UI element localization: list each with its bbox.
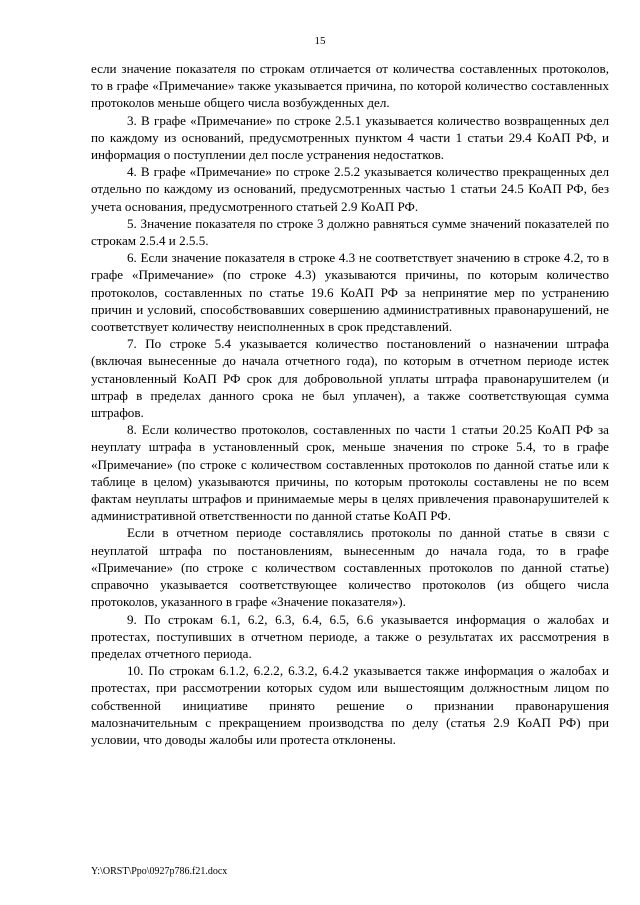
paragraph: 10. По строкам 6.1.2, 6.2.2, 6.3.2, 6.4.2 указывается также информация о жалобах и протестах, при рассмотрении которых судом или вышестоящим должностным лицом по собственной инициативе принято решение о признании правонарушения малозначительным с прекращением производства по делу (статья 2.9 КоАП РФ) при условии, что доводы жалобы или протеста отклонены. bbox=[91, 663, 609, 747]
paragraph: 4. В графе «Примечание» по строке 2.5.2 указывается количество прекращенных дел отдельно по каждому из оснований, предусмотренных частью 1 статьи 24.5 КоАП РФ, без учета основания, предусмотренного статьей 2.9 КоАП РФ. bbox=[91, 164, 609, 214]
document-body bbox=[91, 60, 609, 748]
paragraph: 3. В графе «Примечание» по строке 2.5.1 указывается количество возвращенных дел по каждому из оснований, предусмотренных пунктом 4 части 1 статьи 29.4 КоАП РФ, и информация о поступлении дел после устранения недостатков. bbox=[91, 112, 609, 163]
paragraph: 8. Если количество протоколов, составленных по части 1 статьи 20.25 КоАП РФ за неуплату штрафа в установленный срок, меньше значения по строке 5.4, то в графе «Примечание» (по строке с количеством составленных протоколов по данной статье или к таблице в целом) указываются причины, по которым протоколы составлены не по всем фактам неуплаты штрафов и принимаемые меры в целях привлечения правонарушителей к административной ответственности по данной статье КоАП РФ. bbox=[91, 422, 609, 524]
paragraph: 7. По строке 5.4 указывается количество постановлений о назначении штрафа (включая вынесенные до начала отчетного года), по которым в отчетном периоде истек установленный КоАП РФ срок для добровольной уплаты штрафа правонарушителем (и штраф в пределах данного срока не был уплачен), а также соответствующая сумма штрафов. bbox=[91, 336, 609, 421]
paragraph: 6. Если значение показателя в строке 4.3 не соответствует значению в строке 4.2, то в графе «Примечание» (по строке 4.3) указываются причины, по которым количество протоколов, составленных по статье 19.6 КоАП РФ за непринятие мер по устранению причин и условий, способствовавших совершению административных правонарушений, не соответствует количеству неисполненных в срок представлений. bbox=[91, 250, 609, 335]
paragraph: 9. По строкам 6.1, 6.2, 6.3, 6.4, 6.5, 6.6 указывается информация о жалобах и протестах, поступивших в отчетном периоде, а также о результатах их рассмотрения в пределах отчетного периода. bbox=[91, 611, 609, 661]
paragraph: 5. Значение показателя по строке 3 должно равняться сумме значений показателей по строкам 2.5.4 и 2.5.5. bbox=[91, 215, 609, 249]
page-number: 15 bbox=[314, 35, 326, 47]
file-path-footer: Y:\ORST\Ppo\0927p786.f21.docx bbox=[91, 866, 228, 877]
paragraph: если значение показателя по строкам отличается от количества составленных протоколов, то в графе «Примечание» также указывается причина, по которой количество составленных протоколов меньше общего числа возбужденных дел. bbox=[91, 61, 609, 111]
paragraph: Если в отчетном периоде составлялись протоколы по данной статье в связи с неуплатой штрафа по постановлениям, вынесенным до начала года, то в графе «Примечание» (по строке с количеством составленных протоколов по данной статье) справочно указывается соответствующее количество протоколов (из общего числа протоколов, указанного в графе «Значение показателя»). bbox=[91, 525, 609, 610]
